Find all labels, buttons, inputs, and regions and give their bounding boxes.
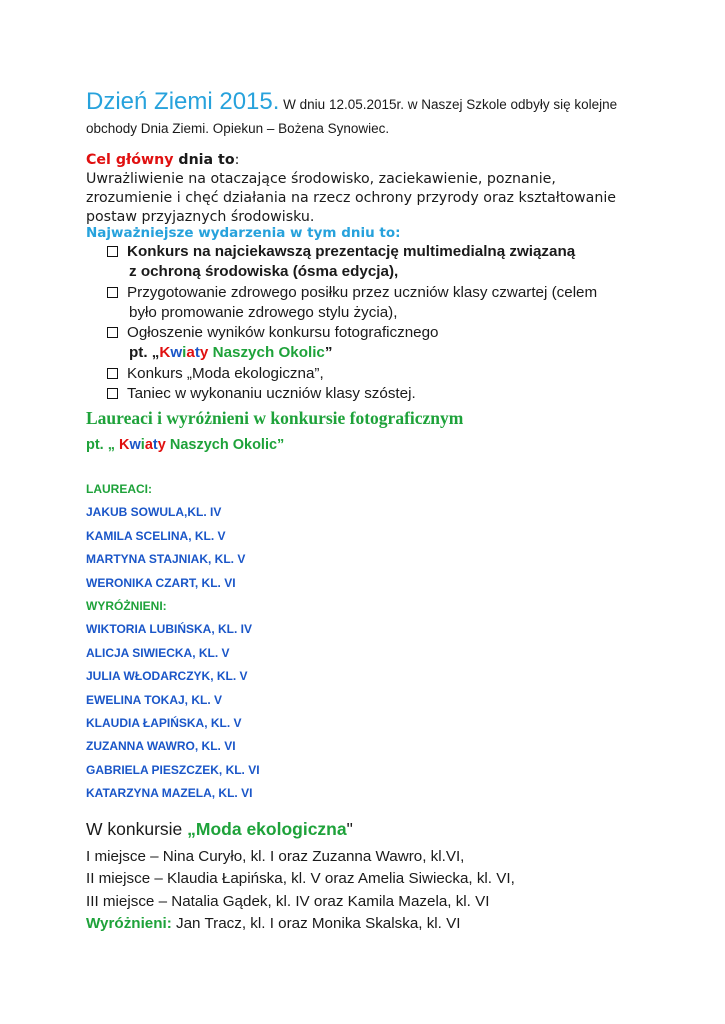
- event-item-continued: pt. „Kwiaty Naszych Okolic”: [129, 344, 333, 362]
- list-item: WERONIKA CZART, KL. VI: [86, 575, 236, 590]
- goal-label-colon: :: [234, 152, 240, 168]
- event-text: Ogłoszenie wyników konkursu fotograficznego: [127, 324, 439, 342]
- list-item: ALICJA SIWIECKA, KL. V: [86, 645, 230, 660]
- result-row: III miejsce – Natalia Gądek, kl. IV oraz Kamila Mazela, kl. VI: [86, 892, 490, 910]
- checkbox-bullet-icon: [107, 246, 118, 257]
- event-text: Konkurs na najciekawszą prezentację multimedialną związaną: [127, 243, 576, 260]
- winners-list: [86, 478, 260, 805]
- list-item: JAKUB SOWULA,KL. IV: [86, 505, 222, 520]
- list-item: JULIA WŁODARCZYK, KL. V: [86, 669, 248, 684]
- event-text: Konkurs „Moda ekologiczna”,: [127, 364, 324, 382]
- laureaci-label: LAUREACI:: [86, 482, 152, 496]
- wyroznieni-label: WYRÓŻNIENI:: [86, 598, 167, 613]
- distinction-label: Wyróżnieni:: [86, 914, 172, 932]
- result-row: I miejsce – Nina Curyło, kl. I oraz Zuzanna Wawro, kl.VI,: [86, 848, 465, 865]
- checkbox-bullet-icon: [107, 327, 118, 338]
- event-item: [107, 323, 597, 343]
- page-title: Dzień Ziemi 2015.: [86, 88, 280, 115]
- title-line: [86, 88, 617, 116]
- event-item: [107, 384, 597, 404]
- list-item: KAMILA SCELINA, KL. V: [86, 528, 226, 543]
- event-text: Przygotowanie zdrowego posiłku przez uczniów klasy czwartej (celem: [127, 283, 598, 301]
- event-text: Taniec w wykonaniu uczniów klasy szóstej.: [127, 385, 416, 403]
- list-item: GABRIELA PIESZCZEK, KL. VI: [86, 762, 260, 777]
- result-row: II miejsce – Klaudia Łapińska, kl. V oraz Amelia Siwiecka, kl. VI,: [86, 870, 515, 888]
- goal-label: [86, 151, 706, 170]
- checkbox-bullet-icon: [107, 388, 118, 399]
- goal-line: postaw przyjaznych środowisku.: [86, 209, 315, 225]
- checkbox-bullet-icon: [107, 368, 118, 379]
- list-item: EWELINA TOKAJ, KL. V: [86, 692, 223, 707]
- event-item-continued: było promowanie zdrowego stylu życia),: [129, 303, 398, 321]
- intro-text-line2: obchody Dnia Ziemi. Opiekun – Bożena Synowiec.: [86, 121, 390, 136]
- moda-heading: W konkursie „Moda ekologiczna": [86, 819, 353, 839]
- list-item: KATARZYNA MAZELA, KL. VI: [86, 786, 253, 801]
- events-heading: Najważniejsze wydarzenia w tym dniu to:: [86, 225, 401, 241]
- laureates-subheading: pt. „ Kwiaty Naszych Okolic”: [86, 437, 285, 453]
- goal-line: Uwrażliwienie na otaczające środowisko, zaciekawienie, poznanie,: [86, 171, 556, 187]
- distinction-text: Jan Tracz, kl. I oraz Monika Skalska, kl. VI: [171, 914, 461, 932]
- checkbox-bullet-icon: [107, 287, 118, 298]
- moda-results: [86, 846, 515, 935]
- events-list: [107, 242, 597, 404]
- goal-label-red: Cel główny: [86, 152, 174, 168]
- goal-line: zrozumienie i chęć działania na rzecz ochrony przyrody oraz kształtowanie: [86, 190, 617, 206]
- list-item: WIKTORIA LUBIŃSKA, KL. IV: [86, 622, 252, 637]
- event-item: [107, 242, 597, 262]
- list-item: ZUZANNA WAWRO, KL. VI: [86, 739, 236, 754]
- distinction-row: [86, 913, 515, 935]
- event-item: [107, 283, 597, 303]
- list-item: MARTYNA STAJNIAK, KL. V: [86, 552, 246, 567]
- list-item: KLAUDIA ŁAPIŃSKA, KL. V: [86, 715, 242, 730]
- intro-text-line1: W dniu 12.05.2015r. w Naszej Szkole odbyły się kolejne: [279, 97, 618, 112]
- goal-label-rest: dnia to: [173, 152, 235, 168]
- goal-section: [86, 151, 706, 227]
- event-item: [107, 364, 597, 384]
- laureates-heading: Laureaci i wyróżnieni w konkursie fotograficznym: [86, 408, 464, 428]
- event-item-continued: z ochroną środowiska (ósma edycja),: [129, 263, 399, 281]
